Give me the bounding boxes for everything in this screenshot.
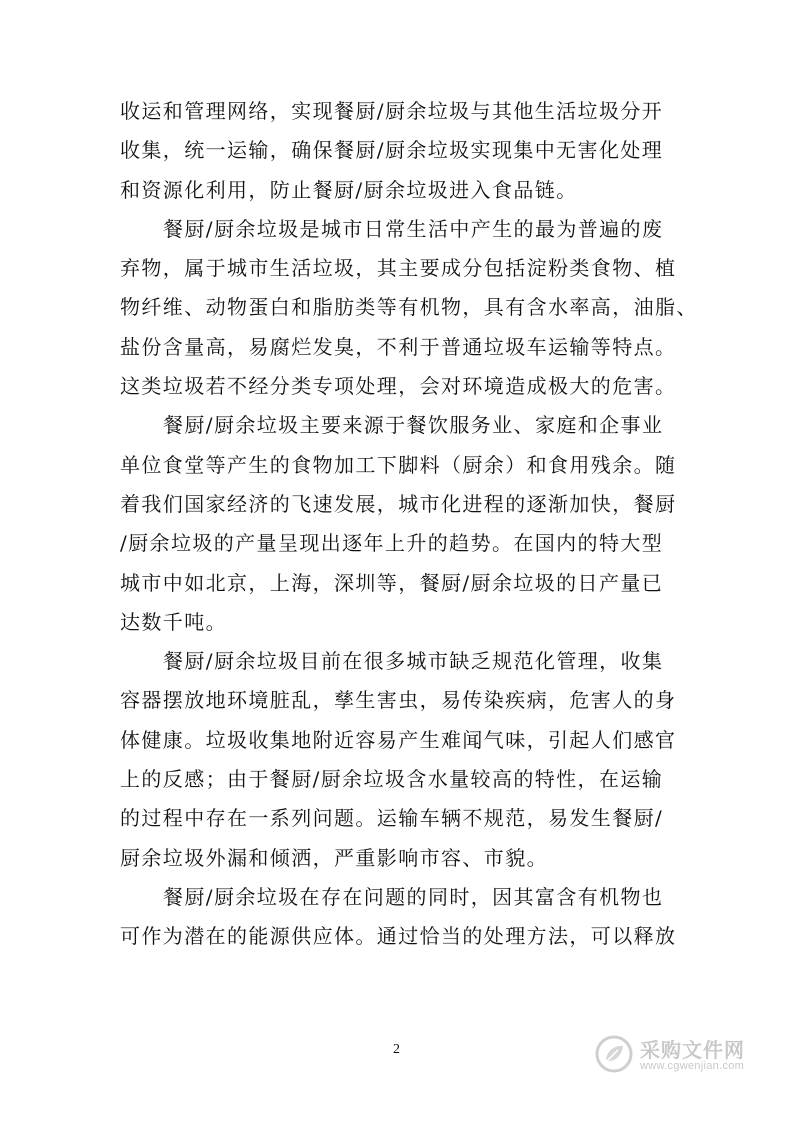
paragraph-4 bbox=[120, 642, 676, 878]
text-line: 的过程中存在一系列问题。运输车辆不规范，易发生餐厨/ bbox=[120, 806, 664, 831]
watermark bbox=[594, 1030, 754, 1078]
text-line: 收运和管理网络，实现餐厨/厨余垃圾与其他生活垃圾分开 bbox=[120, 99, 664, 123]
text-line: 盐份含量高，易腐烂发臭，不利于普通垃圾车运输等特点。 bbox=[120, 334, 677, 359]
text-line: 着我们国家经济的飞速发展，城市化进程的逐渐加快，餐厨 bbox=[120, 491, 677, 516]
text-line: 收集，统一运输，确保餐厨/厨余垃圾实现集中无害化处理 bbox=[120, 138, 664, 163]
watermark-title: 采购文件网 bbox=[640, 1040, 745, 1062]
text-line: 容器摆放地环境脏乱，孳生害虫，易传染疾病，危害人的身 bbox=[120, 688, 677, 713]
text-line: 体健康。垃圾收集地附近容易产生难闻气味，引起人们感官 bbox=[120, 727, 677, 752]
text-line: 这类垃圾若不经分类专项处理，会对环境造成极大的危害。 bbox=[120, 374, 677, 399]
paragraph-5 bbox=[120, 878, 676, 957]
text-line: 餐厨/厨余垃圾在存在问题的同时，因其富含有机物也 bbox=[163, 884, 664, 909]
text-line: 上的反感；由于餐厨/厨余垃圾含水量较高的特性，在运输 bbox=[120, 767, 664, 792]
leaf-circle-logo-icon bbox=[594, 1034, 634, 1074]
text-line: 城市中如北京，上海，深圳等，餐厨/厨余垃圾的日产量已 bbox=[120, 570, 664, 595]
text-line: /厨余垃圾的产量呈现出逐年上升的趋势。在国内的特大型 bbox=[120, 531, 664, 556]
text-line: 和资源化利用，防止餐厨/厨余垃圾进入食品链。 bbox=[120, 177, 578, 202]
text-line: 弃物，属于城市生活垃圾，其主要成分包括淀粉类食物、植 bbox=[120, 256, 677, 281]
text-line: 餐厨/厨余垃圾目前在很多城市缺乏规范化管理，收集 bbox=[163, 649, 664, 674]
text-line: 物纤维、动物蛋白和脂肪类等有机物，具有含水率高，油脂、 bbox=[120, 295, 698, 320]
watermark-url: www.cgwenjian.com bbox=[640, 1060, 745, 1072]
paragraph-1 bbox=[120, 92, 676, 210]
text-line: 餐厨/厨余垃圾主要来源于餐饮服务业、家庭和企事业 bbox=[163, 413, 664, 438]
paragraph-2 bbox=[120, 210, 698, 406]
paragraph-3 bbox=[120, 406, 676, 642]
text-line: 达数千吨。 bbox=[120, 609, 227, 634]
body-text bbox=[120, 92, 698, 957]
text-line: 餐厨/厨余垃圾是城市日常生活中产生的最为普遍的废 bbox=[163, 216, 664, 241]
page-number: 2 bbox=[393, 1042, 400, 1057]
text-line: 可作为潜在的能源供应体。通过恰当的处理方法，可以释放 bbox=[120, 924, 677, 949]
text-line: 厨余垃圾外漏和倾洒，严重影响市容、市貌。 bbox=[120, 845, 548, 870]
text-line: 单位食堂等产生的食物加工下脚料（厨余）和食用残余。随 bbox=[120, 452, 677, 477]
